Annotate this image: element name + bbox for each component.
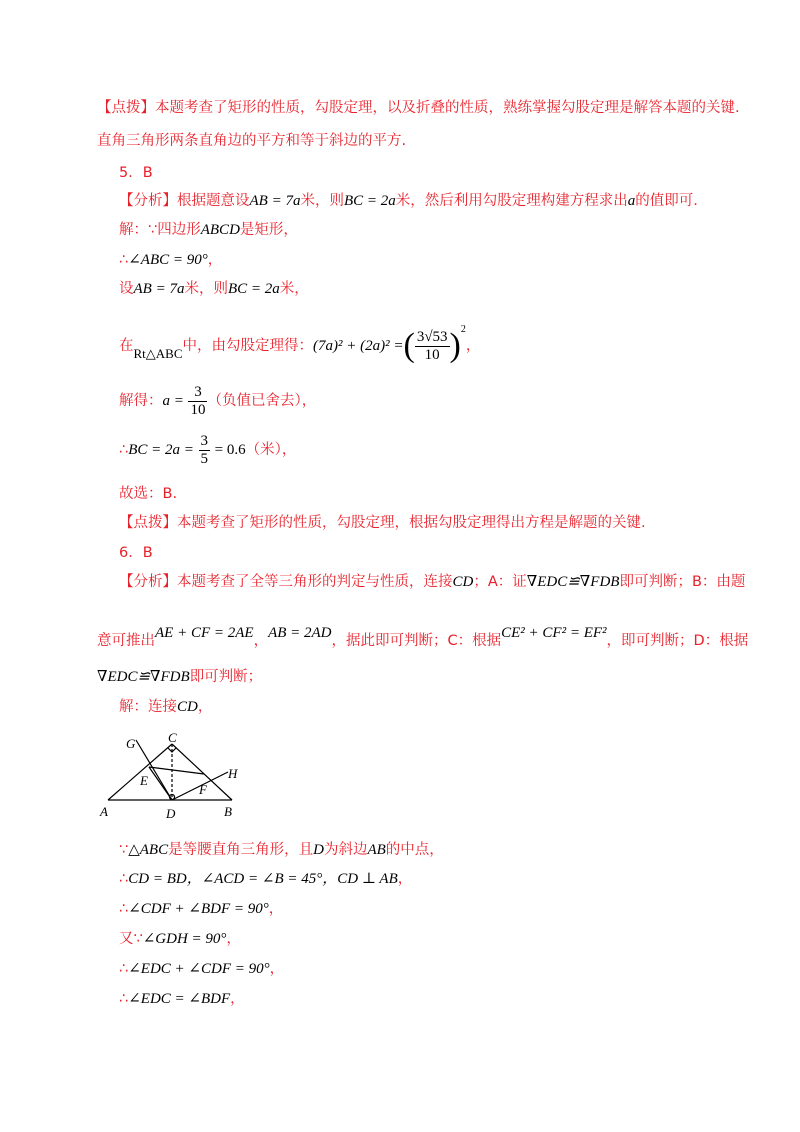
analysis-tag: 【分析】 — [119, 574, 177, 590]
text: ， — [253, 633, 269, 649]
text: 在 — [119, 338, 134, 354]
q6-analysis-3 — [97, 667, 262, 687]
text: 根据题意设 — [177, 193, 250, 209]
q6-sol-1 — [119, 697, 212, 717]
q6-sol-2 — [119, 840, 444, 860]
math: CD — [452, 574, 474, 590]
math: CE² + CF² = EF² — [501, 625, 607, 641]
label-g: G — [126, 736, 136, 751]
fraction — [415, 329, 450, 364]
text: 米，则 — [184, 281, 228, 297]
tip-text: 本题考查了矩形的性质，勾股定理，以及折叠的性质，熟练掌握勾股定理是解答本题的关键. — [155, 100, 740, 116]
math: CD = BD，∠ACD = ∠B = 45°，CD ⊥ AB — [128, 871, 398, 887]
text: ， — [268, 901, 284, 917]
text: 为斜边 — [323, 842, 368, 858]
math: BC = 2a — [227, 281, 280, 297]
line-ed — [149, 767, 172, 800]
exponent: 2 — [460, 324, 466, 335]
q6-number — [119, 543, 153, 563]
text: ， — [226, 931, 241, 947]
math: AE + CF = 2AE — [155, 625, 254, 641]
text: 的中点， — [385, 842, 444, 858]
math: D — [313, 842, 324, 858]
label-d: D — [166, 806, 176, 821]
math: AB = 7a — [249, 193, 301, 209]
q5-number — [119, 163, 153, 183]
q5-sol-2 — [119, 250, 222, 270]
therefore: ∴ — [119, 442, 129, 458]
numerator: 3√53 — [416, 328, 448, 345]
q5-tip — [119, 513, 646, 533]
label-c: C — [168, 730, 177, 745]
therefore: ∴ — [119, 991, 129, 1007]
text: 中，由勾股定理得： — [182, 338, 314, 354]
analysis-tag: 【分析】 — [119, 193, 177, 209]
math: Rt△ABC — [133, 346, 183, 361]
because: ∵ — [119, 842, 129, 858]
text: 意可推出 — [97, 633, 155, 649]
math: BC = 2a = — [128, 442, 194, 458]
therefore: ∴ — [119, 252, 129, 268]
fraction — [188, 384, 207, 419]
q5-choose — [119, 484, 177, 504]
math: AB = 2AD — [268, 625, 332, 641]
text: 米，则 — [300, 193, 344, 209]
text: ；A：证 — [473, 574, 527, 590]
math: ∇EDC≌∇FDB — [526, 574, 620, 590]
math: ∠EDC + ∠CDF = 90° — [128, 961, 270, 977]
denominator: 10 — [424, 346, 440, 363]
text: ，据此即可判断；C：根据 — [331, 633, 502, 649]
q6-sol-5 — [119, 929, 241, 949]
text: 故选：B. — [119, 486, 178, 502]
tip-line-1 — [97, 98, 740, 118]
denominator: 10 — [190, 401, 206, 418]
text: 设 — [119, 281, 134, 297]
math: AB — [367, 842, 386, 858]
tip-line-2 — [97, 131, 406, 151]
denominator: 5 — [200, 450, 209, 467]
text: 是矩形， — [239, 222, 298, 238]
text: ， — [269, 961, 285, 977]
line-ac — [108, 744, 172, 800]
also-because: 又∵ — [119, 931, 143, 947]
text: 解：连接 — [119, 699, 177, 715]
q5-sol-3 — [119, 279, 309, 299]
q5-sol-4 — [119, 308, 480, 376]
math: ∠GDH = 90° — [142, 931, 227, 947]
q5-sol-1 — [119, 220, 298, 240]
text: 本题考查了全等三角形的判定与性质，连接 — [177, 574, 453, 590]
math: ∇EDC≌∇FDB — [97, 669, 190, 685]
text: 本题考查了矩形的性质，勾股定理，根据勾股定理得出方程是解题的关键. — [177, 515, 646, 531]
text: 解得： — [119, 393, 163, 409]
math: ∠CDF + ∠BDF = 90° — [128, 901, 269, 917]
q6-sol-7 — [119, 989, 245, 1009]
numerator: 3 — [200, 432, 209, 449]
tip-tag: 【点拨】 — [97, 100, 155, 116]
q5-sol-6 — [119, 430, 296, 470]
numerator: 3 — [188, 384, 207, 402]
label-e: E — [140, 773, 148, 788]
math: △ABC — [128, 842, 169, 858]
q6-sol-3 — [119, 869, 412, 889]
math: BC = 2a — [343, 193, 396, 209]
paren-right: ) — [449, 327, 461, 364]
text: ， — [230, 991, 245, 1007]
text: 是等腰直角三角形，且 — [168, 842, 314, 858]
text: 的值即可. — [635, 193, 698, 209]
math: a = — [162, 393, 184, 409]
fraction — [199, 433, 211, 468]
label-f: F — [199, 782, 207, 797]
q6-answer: 6．B — [119, 545, 153, 561]
q5-sol-5 — [119, 381, 316, 421]
label-a: A — [100, 804, 108, 819]
text: 即可判断； — [189, 669, 263, 685]
text: ， — [465, 338, 481, 354]
math: CD — [177, 699, 198, 715]
text: ， — [207, 252, 223, 268]
text: 米， — [279, 281, 309, 297]
text: 米，然后利用勾股定理构建方程求出 — [395, 193, 628, 209]
label-b: B — [224, 804, 232, 819]
q5-analysis — [119, 191, 698, 211]
q6-sol-4 — [119, 899, 283, 919]
text: ， — [197, 699, 213, 715]
math: (7a)² + (2a)² = — [313, 338, 404, 354]
math: ∠ABC = 90° — [128, 252, 208, 268]
q6-sol-6 — [119, 959, 284, 979]
therefore: ∴ — [119, 901, 129, 917]
text: 解：∵四边形 — [119, 222, 201, 238]
math: a — [627, 193, 636, 209]
therefore: ∴ — [119, 961, 129, 977]
math: ∠EDC = ∠BDF — [128, 991, 231, 1007]
text: ，即可判断；D：根据 — [606, 633, 749, 649]
math: = 0.6 — [214, 442, 246, 458]
line-ef — [149, 767, 204, 774]
tip-text-2: 直角三角形两条直角边的平方和等于斜边的平方. — [97, 133, 407, 149]
paren-left: ( — [403, 327, 415, 364]
label-h: H — [228, 766, 238, 781]
q5-answer: 5．B — [119, 165, 153, 181]
geometry-diagram — [96, 730, 246, 825]
text: （米）， — [245, 442, 297, 458]
therefore: ∴ — [119, 871, 129, 887]
q6-analysis-2 — [97, 623, 748, 651]
text: （负值已舍去）， — [207, 393, 317, 409]
text: ， — [397, 871, 413, 887]
text: 即可判断；B：由题 — [619, 574, 746, 590]
math: AB = 7a — [133, 281, 185, 297]
q6-analysis-1 — [119, 572, 745, 592]
tip-tag: 【点拨】 — [119, 515, 177, 531]
math: ABCD — [200, 222, 240, 238]
